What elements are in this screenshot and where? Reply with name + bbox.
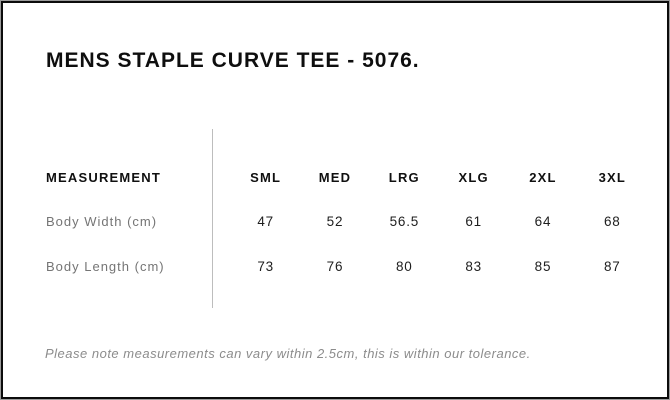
column-header-med: MED [318, 169, 352, 185]
column-header-xlg: XLG [458, 169, 489, 185]
table-cell: 68 [603, 213, 621, 229]
column-header-sml: SML [250, 169, 282, 185]
table-cell: 87 [603, 258, 621, 274]
column-header-2xl: 2XL [529, 169, 557, 185]
table-cell: 61 [465, 213, 482, 229]
row-label-body-width: Body Width (cm) [46, 213, 158, 229]
table-header-row [46, 168, 647, 186]
table-cell: 80 [396, 258, 413, 274]
size-columns-header [231, 170, 647, 185]
column-header-measurement: MEASUREMENT [46, 169, 162, 185]
row-label-body-length: Body Length (cm) [46, 258, 165, 274]
table-cell: 56.5 [389, 213, 420, 229]
table-cell: 52 [326, 213, 344, 229]
table-cell: 47 [257, 213, 274, 229]
table-cell: 64 [534, 213, 552, 229]
column-header-lrg: LRG [388, 169, 420, 185]
table-cell: 83 [465, 258, 482, 274]
table-row-body-length [46, 257, 647, 275]
table-cell: 73 [257, 258, 274, 274]
table-cell: 76 [326, 258, 344, 274]
column-header-3xl: 3XL [598, 169, 627, 185]
page-title: MENS STAPLE CURVE TEE - 5076. [46, 49, 420, 72]
table-cell: 85 [534, 258, 552, 274]
tolerance-note: Please note measurements can vary within 2.5cm, this is within our tolerance. [45, 346, 531, 361]
row-values-body-width [231, 214, 647, 229]
table-row-body-width [46, 212, 647, 230]
row-values-body-length [231, 259, 647, 274]
